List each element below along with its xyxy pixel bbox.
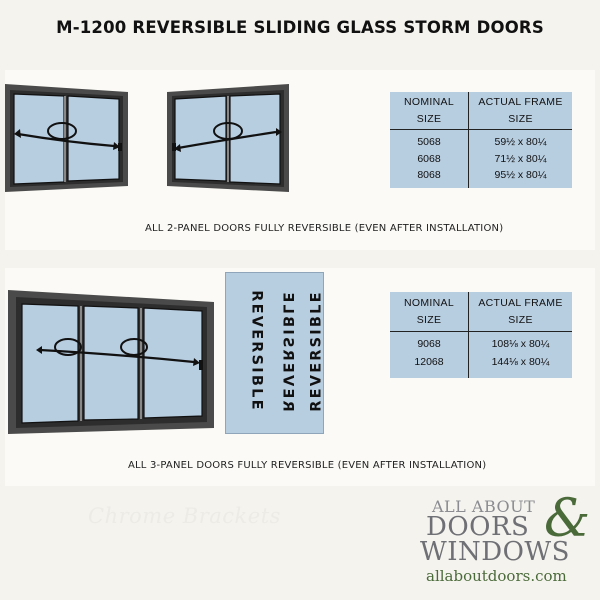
- two-panel-caption: ALL 2-PANEL DOORS FULLY REVERSIBLE (EVEN AFTER INSTALLATION): [145, 223, 504, 234]
- logo-line-all-about: ALL ABOUT: [432, 497, 536, 516]
- three-panel-door-diagram: [4, 288, 218, 436]
- actual-cell: 108⅛ x 80¼: [491, 338, 550, 351]
- table-header-row: [390, 92, 572, 130]
- two-panel-door-left-diagram: [2, 82, 132, 194]
- watermark: Chrome Brackets: [88, 504, 281, 528]
- brand-logo: [420, 489, 595, 590]
- two-panel-size-table: [390, 92, 572, 188]
- nominal-cell: 8068: [390, 167, 469, 188]
- reversible-label-2: REVERSIBLE: [279, 290, 296, 412]
- nominal-size-header: NOMINAL SIZE: [390, 292, 469, 332]
- reversible-label-1: REVERSIBLE: [248, 290, 265, 412]
- actual-cell: 71½ x 80¼: [494, 152, 547, 165]
- table-row: [390, 151, 572, 167]
- reversible-label-3: REVERSIBLE: [308, 290, 325, 412]
- logo-line-doors: DOORS: [426, 512, 530, 542]
- actual-cell: 59½ x 80¼: [494, 136, 547, 148]
- table-row: [390, 332, 572, 354]
- actual-frame-size-header: ACTUAL FRAME SIZE: [469, 292, 573, 332]
- nominal-cell: 9068: [390, 332, 469, 354]
- actual-cell: 144⅛ x 80¼: [491, 356, 550, 369]
- three-panel-caption: ALL 3-PANEL DOORS FULLY REVERSIBLE (EVEN AFTER INSTALLATION): [128, 460, 487, 471]
- table-row: [390, 167, 572, 188]
- logo-ampersand: &: [544, 489, 591, 549]
- nominal-cell: 5068: [390, 130, 469, 151]
- actual-cell: 95½ x 80¼: [494, 169, 547, 182]
- table-header-row: [390, 292, 572, 332]
- table-row: [390, 130, 572, 151]
- table-row: [390, 354, 572, 378]
- two-panel-door-right-diagram: [164, 82, 292, 194]
- actual-frame-size-header: ACTUAL FRAME SIZE: [469, 92, 573, 130]
- logo-url: allaboutdoors.com: [426, 567, 567, 585]
- nominal-size-header: NOMINAL SIZE: [390, 92, 469, 130]
- page-title: M-1200 REVERSIBLE SLIDING GLASS STORM DOORS: [56, 18, 544, 37]
- logo-line-windows: WINDOWS: [420, 537, 570, 567]
- three-panel-size-table: [390, 292, 572, 378]
- nominal-cell: 6068: [390, 151, 469, 167]
- nominal-cell: 12068: [390, 354, 469, 378]
